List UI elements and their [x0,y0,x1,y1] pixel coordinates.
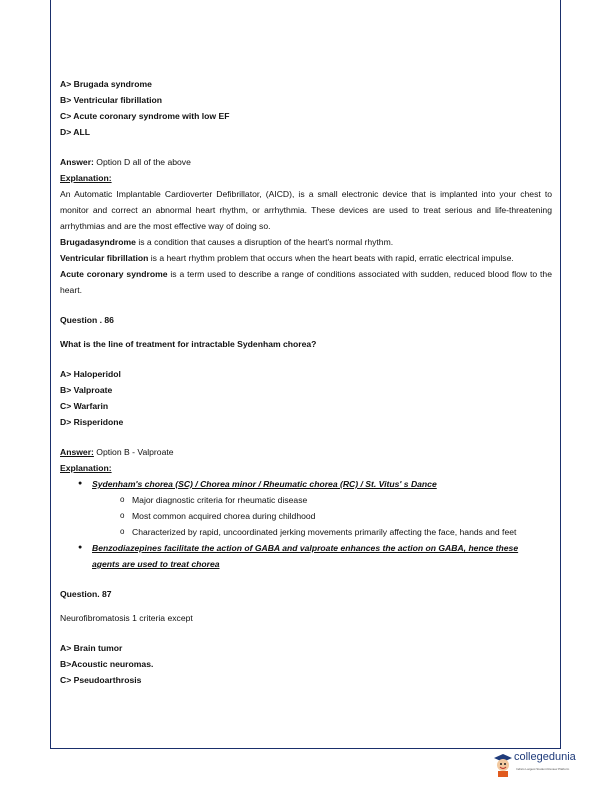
answer-label: Answer: [60,447,94,457]
q86-option-b: B> Valproate [60,385,113,395]
logo-tagline: India's Largest Student Review Platform [516,767,570,771]
list-item [80,540,552,572]
sydenham-sublist [92,492,552,540]
list-item [80,476,552,540]
q85-brugada-paragraph [60,234,552,250]
collegedunia-logo [492,750,610,780]
q85-option-c: C> Acute coronary syndrome with low EF [60,111,230,121]
sydenham-bullet: Sydenham's chorea (SC) / Chorea minor / Rheumatic chorea (RC) / St. Vitus' s Dance [92,479,437,489]
q85-option-a: A> Brugada syndrome [60,79,152,89]
acs-term: Acute coronary syndrome [60,269,168,279]
list-item: o Most common acquired chorea during childhood [120,508,552,524]
benzodiazepines-bullet: Benzodiazepines facilitate the action of GABA and valproate enhances the action on GABA, hence these agents are used to treat chorea [92,543,519,569]
vf-term: Ventricular fibrillation [60,253,149,263]
answer-text: Option D all of the above [93,157,191,167]
q86-option-c: C> Warfarin [60,401,109,411]
document-content [60,76,552,688]
q85-vf-paragraph [60,250,552,266]
q85-answer [60,154,552,170]
q87-option-b: B>Acoustic neuromas. [60,659,154,669]
answer-text: Option B - Valproate [93,447,174,457]
logo-wordmark: collegedunia [514,751,576,763]
q86-option-a: A> Haloperidol [60,369,121,379]
q86-explanation-label: Explanation: [60,463,112,473]
q87-question: Neurofibromatosis 1 criteria except [60,613,193,623]
vf-definition: is a heart rhythm problem that occurs when the heart beats with rapid, erratic electrical impulse. [148,253,514,263]
q85-option-b: B> Ventricular fibrillation [60,95,162,105]
q87-heading: Question. 87 [60,589,112,599]
list-item: o Characterized by rapid, uncoordinated jerking movements primarily affecting the face, hands and feet [120,524,552,540]
list-item: o Major diagnostic criteria for rheumatic disease [120,492,552,508]
q85-aicd-paragraph: An Automatic Implantable Cardioverter Defibrillator, (AICD), is a small electronic device that is implanted into your chest to monitor and correct an abnormal heart rhythm, or arrhythmia. These devices are used to treat serious and life-threatening arrhythmias and are the most effective way of doing so. [60,189,552,231]
q87-option-a: A> Brain tumor [60,643,123,653]
brugada-definition: is a condition that causes a disruption of the heart's normal rhythm. [135,237,394,247]
q86-answer [60,444,552,460]
mascot-icon [492,752,514,778]
q87-option-c: C> Pseudoarthrosis [60,675,142,685]
q85-option-d: D> ALL [60,127,90,137]
q86-question: What is the line of treatment for intractable Sydenham chorea? [60,339,317,349]
answer-label: Answer: [60,157,94,167]
q85-explanation-label: Explanation: [60,173,112,183]
brugada-term: Brugadasyndrome [60,237,136,247]
q86-heading: Question . 86 [60,315,114,325]
q85-acs-paragraph [60,266,552,298]
q86-option-d: D> Risperidone [60,417,124,427]
q86-explanation-list [60,476,552,572]
acs-definition: is a term used to describe a range of conditions associated with sudden, reduced blood flow to the heart. [60,269,552,295]
